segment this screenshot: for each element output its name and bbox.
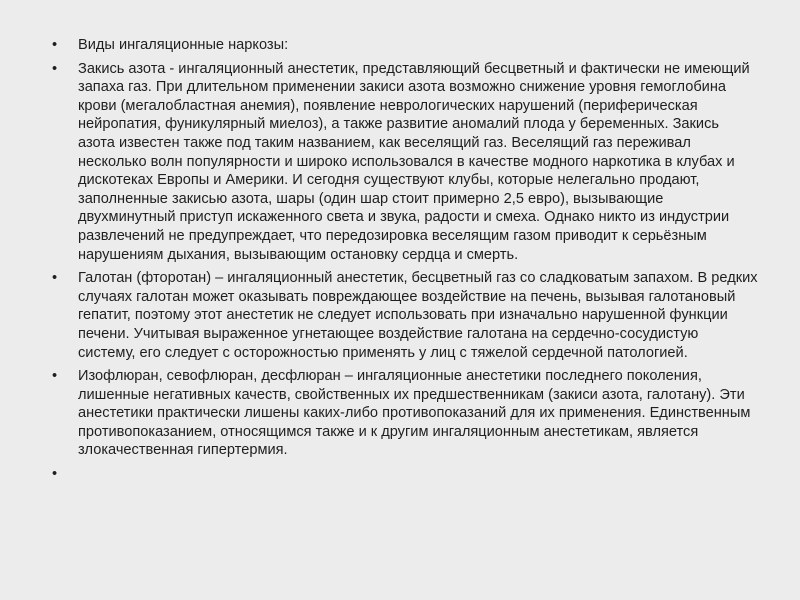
bullet-marker: • [52, 37, 58, 53]
bullet-marker: • [52, 60, 58, 77]
list-item-text: Закись азота - ингаляционный анестетик, представляющий бесцветный и фактически не имеющий запаха газ. При длительном применении закиси азота возможно снижение уровня гемоглобина крови (мегалобластная анемия), появление неврологических нарушений (периферическая нейропатия, фуникулярный миелоз), а также развитие аномалий плода у беременных. Закись азота известен также под таким названием, как веселящий газ. Веселящий газ переживал несколько волн популярности и широко использовался в качестве модного наркотика в клубах и дискотеках Европы и Америки. И сегодня существуют клубы, которые нелегально продают, заполненные закисью азота, шары (один шар стоит примерно 2,5 евро), вызывающие двухминутный приступ искаженного света и звука, радости и смеха. Однако никто из индустрии развлечений не предупреждает, что передозировка веселящим газом приводит к серьёзным нарушениям дыхания, вызывающим остановку сердца и смерть. [78, 60, 750, 263]
list-item-empty [52, 465, 758, 484]
bullet-marker: • [52, 368, 58, 385]
list-item [52, 367, 758, 460]
bullet-list [52, 36, 758, 484]
list-item-text: Галотан (фторотан) – ингаляционный анестетик, бесцветный газ со сладковатым запахом. В редких случаях галотан может оказывать повреждающее воздействие на печень, вызывая галотановый гепатит, поэтому этот анестетик не следует использовать при изначально нарушенной функции печени. Учитывая выраженное угнетающее воздействие галотана на сердечно-сосудистую систему, его следует с осторожностью применять у лиц с тяжелой сердечной патологией. [78, 270, 758, 361]
list-item [52, 60, 758, 265]
list-item [52, 269, 758, 362]
list-item [52, 36, 758, 55]
list-item-text: Виды ингаляционные наркозы: [78, 37, 289, 53]
bullet-marker: • [52, 270, 58, 287]
list-item-text: Изофлюран, севофлюран, десфлюран – ингаляционные анестетики последнего поколения, лишенные негативных качеств, свойственных их предшественникам (закиси азота, галотану). Эти анестетики практически лишены каких-либо противопоказаний для их применения. Единственным противопоказанием, относящимся также и к другим ингаляционным анестетикам, является злокачественная гипертермия. [78, 368, 751, 459]
bullet-marker: • [52, 466, 58, 483]
